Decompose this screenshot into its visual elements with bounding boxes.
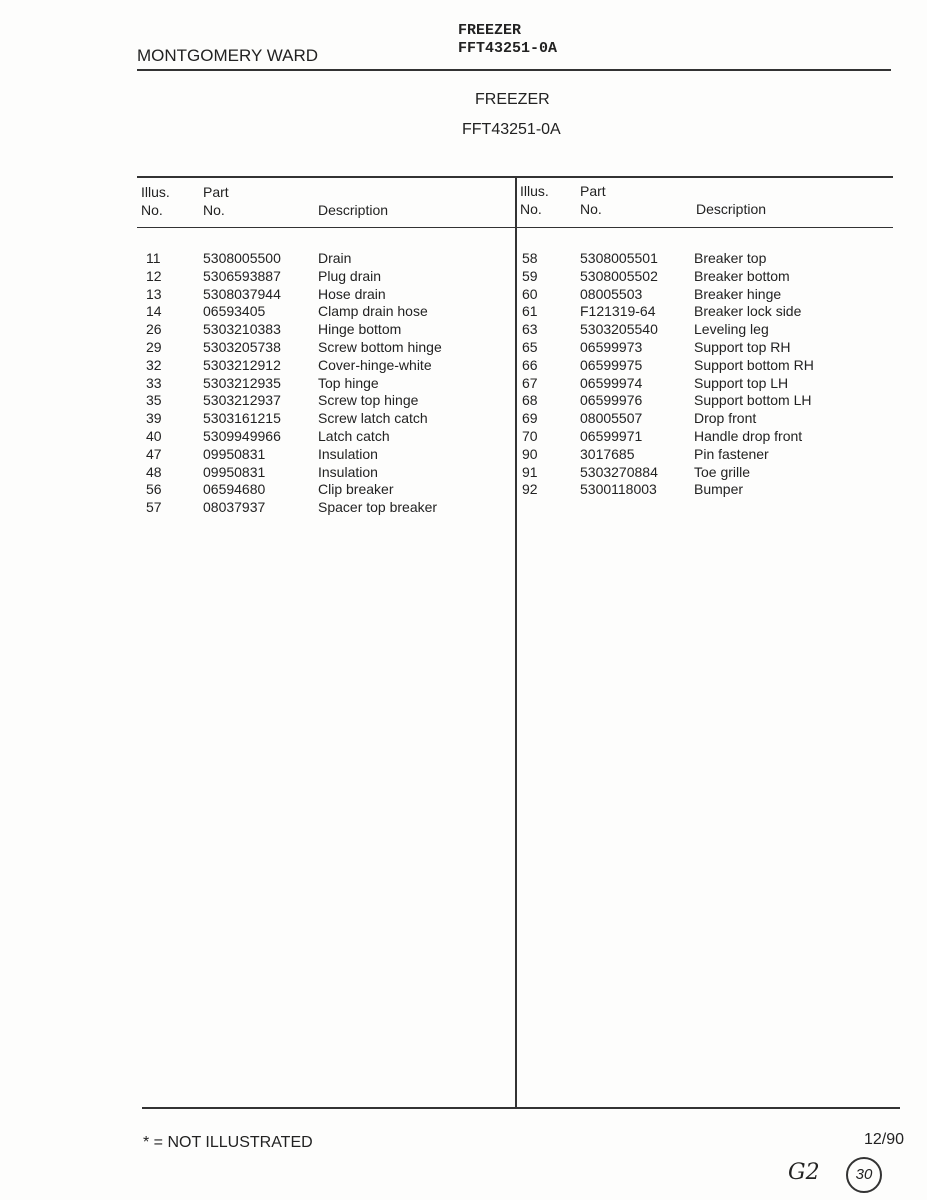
part-number: 06593405 — [203, 303, 266, 320]
brand-name: MONTGOMERY WARD — [137, 46, 319, 65]
illus-number: 13 — [146, 285, 162, 302]
illus-number: 70 — [522, 428, 538, 444]
part-description: Drain — [318, 250, 352, 266]
part-number: 08005507 — [580, 410, 643, 427]
illus-number: 92 — [522, 481, 538, 498]
part-number: 5303212935 — [203, 374, 281, 391]
part-description: Toe grille — [694, 463, 751, 480]
col-header-illus-right: Illus. No. — [520, 183, 549, 217]
illus-number: 29 — [146, 339, 162, 355]
illus-number: 90 — [522, 445, 538, 462]
illus-number: 60 — [522, 285, 538, 302]
illus-number: 63 — [522, 321, 538, 338]
part-description: Clamp drain hose — [318, 303, 428, 320]
part-description: Support bottom LH — [694, 392, 812, 409]
illus-number: 59 — [522, 267, 538, 284]
revision-date: 12/90 — [864, 1131, 905, 1148]
part-description: Breaker top — [694, 250, 767, 266]
illus-number: 33 — [146, 374, 162, 391]
illus-number: 61 — [522, 303, 538, 320]
handwritten-note: G2 — [788, 1160, 820, 1185]
part-number: 5303205540 — [580, 321, 658, 338]
column-divider — [515, 176, 517, 1109]
part-number: 5303212912 — [203, 356, 281, 373]
illus-number: 66 — [522, 356, 538, 373]
part-number: 5308037944 — [203, 285, 281, 302]
part-number: F121319-64 — [580, 303, 656, 320]
part-number: 06599974 — [580, 374, 643, 391]
part-description: Clip breaker — [318, 481, 394, 498]
part-description: Plug drain — [318, 267, 382, 284]
part-number: 5303205738 — [203, 339, 281, 355]
part-description: Insulation — [318, 445, 378, 462]
illus-number: 65 — [522, 339, 538, 355]
part-description: Support top LH — [694, 374, 789, 391]
part-description: Screw top hinge — [318, 392, 419, 409]
part-number: 5306593887 — [203, 267, 281, 284]
header-model: FFT43251-0A — [458, 40, 558, 57]
col-header-description: Description — [318, 202, 389, 218]
page-model: FFT43251-0A — [462, 121, 561, 138]
illus-number: 14 — [146, 303, 162, 320]
part-description: Hose drain — [318, 285, 386, 302]
illus-number: 40 — [146, 428, 162, 444]
illus-number: 91 — [522, 463, 538, 480]
part-number: 06599973 — [580, 339, 643, 355]
part-description: Bumper — [694, 481, 744, 498]
part-description: Support bottom RH — [694, 356, 814, 373]
illus-number: 58 — [522, 250, 538, 266]
part-description: Spacer top breaker — [318, 499, 438, 516]
part-number: 3017685 — [580, 445, 635, 462]
part-description: Top hinge — [318, 374, 379, 391]
part-description: Breaker hinge — [694, 285, 782, 302]
illus-number: 69 — [522, 410, 538, 427]
illus-number: 39 — [146, 410, 162, 427]
illus-number: 48 — [146, 463, 162, 480]
part-description: Screw latch catch — [318, 410, 428, 427]
part-number: 06599975 — [580, 356, 643, 373]
col-header-part-right: Part No. — [580, 183, 606, 217]
part-number: 08005503 — [580, 285, 643, 302]
illus-number: 47 — [146, 445, 162, 462]
part-description: Leveling leg — [694, 321, 769, 338]
illus-number: 57 — [146, 499, 162, 516]
part-description: Support top RH — [694, 339, 791, 355]
part-description: Handle drop front — [694, 428, 803, 444]
part-description: Drop front — [694, 410, 757, 427]
col-header-description-right: Description — [696, 201, 767, 217]
illus-number: 32 — [146, 356, 162, 373]
part-number: 5303161215 — [203, 410, 281, 427]
illus-number: 35 — [146, 392, 162, 409]
part-number: 06599976 — [580, 392, 643, 409]
part-number: 5308005501 — [580, 250, 658, 266]
illus-number: 26 — [146, 321, 162, 338]
part-description: Insulation — [318, 463, 378, 480]
part-description: Screw bottom hinge — [318, 339, 442, 355]
part-number: 09950831 — [203, 463, 266, 480]
illus-number: 67 — [522, 374, 538, 391]
part-number: 5303212937 — [203, 392, 281, 409]
part-number: 5308005500 — [203, 250, 281, 266]
part-number: 5300118003 — [580, 481, 657, 498]
illus-number: 68 — [522, 392, 538, 409]
illus-number: 11 — [146, 250, 161, 266]
part-number: 5303270884 — [580, 463, 658, 480]
table-bottom-rule — [142, 1107, 900, 1109]
header-product: FREEZER — [458, 22, 522, 39]
page-title: FREEZER — [475, 91, 550, 108]
col-header-illus: Illus. No. — [141, 184, 170, 218]
part-number: 09950831 — [203, 445, 266, 462]
part-number: 08037937 — [203, 499, 266, 516]
col-header-part: Part No. — [203, 184, 229, 218]
part-number: 06599971 — [580, 428, 643, 444]
part-number: 5303210383 — [203, 321, 281, 338]
footnote: * = NOT ILLUSTRATED — [143, 1134, 313, 1151]
part-description: Breaker bottom — [694, 267, 790, 284]
circled-page-mark: 30 — [846, 1157, 882, 1193]
header-rule — [137, 69, 891, 71]
part-number: 5308005502 — [580, 267, 658, 284]
part-number: 06594680 — [203, 481, 266, 498]
part-description: Hinge bottom — [318, 321, 402, 338]
part-description: Cover-hinge-white — [318, 356, 432, 373]
part-number: 5309949966 — [203, 428, 281, 444]
part-description: Pin fastener — [694, 445, 769, 462]
illus-number: 56 — [146, 481, 162, 498]
part-description: Breaker lock side — [694, 303, 802, 320]
illus-number: 12 — [146, 267, 162, 284]
part-description: Latch catch — [318, 428, 390, 444]
